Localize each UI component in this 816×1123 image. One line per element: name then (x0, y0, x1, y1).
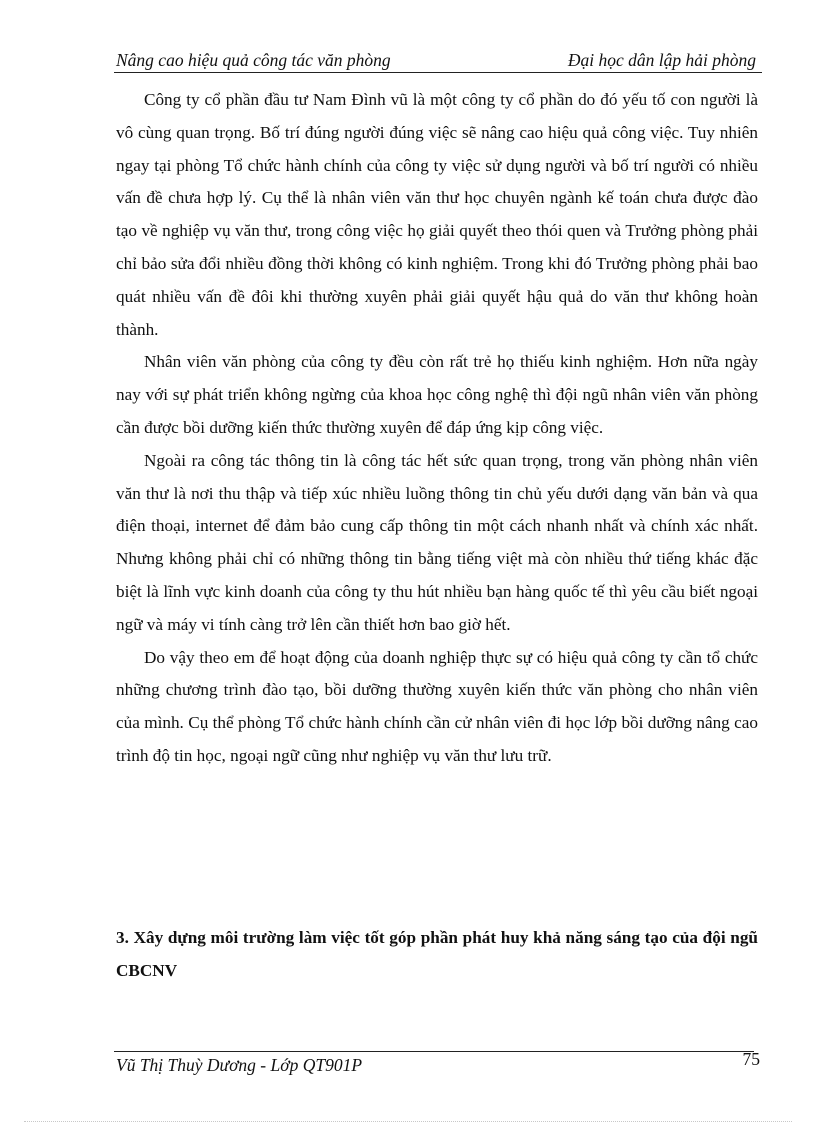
body-paragraph: Nhân viên văn phòng của công ty đều còn rất trẻ họ thiếu kinh nghiệm. Hơn nữa ngày nay với sự phát triển không ngừng của khoa học công nghệ thì đội ngũ nhân viên văn phòng cần được bồi dưỡng kiến thức thường xuyên để đáp ứng kịp công việc. (116, 352, 758, 437)
body-paragraph: Do vậy theo em để hoạt động của doanh nghiệp thực sự có hiệu quả công ty cần tổ chức những chương trình đào tạo, bồi dưỡng thường xuyên kiến thức văn phòng cho nhân viên của mình. Cụ thể phòng Tổ chức hành chính cần cử nhân viên đi học lớp bồi dưỡng nâng cao trình độ tin học, ngoại ngữ cũng như nghiệp vụ văn thư lưu trữ. (116, 647, 758, 765)
page-body (116, 84, 758, 773)
section-heading: 3. Xây dựng môi trường làm việc tốt góp phần phát huy khả năng sáng tạo của đội ngũ CBCNV (116, 928, 758, 980)
page-header (114, 46, 762, 73)
header-document-title: Nâng cao hiệu quả công tác văn phòng (116, 50, 391, 70)
page-edge-divider (24, 1121, 792, 1122)
body-paragraph: Công ty cổ phần đầu tư Nam Đình vũ là một công ty cổ phần do đó yếu tố con người là vô cùng quan trọng. Bố trí đúng người đúng việc sẽ nâng cao hiệu quả công việc. Tuy nhiên ngay tại phòng Tổ chức hành chính của công ty việc sử dụng người và bố trí người có nhiều vấn đề chưa hợp lý. Cụ thể là nhân viên văn thư học chuyên ngành kế toán chưa được đào tạo về nghiệp vụ văn thư, trong công việc họ giải quyết theo thói quen và Trưởng phòng phải chỉ bảo sửa đổi nhiều đồng thời không có kinh nghiệm. Trong khi đó Trưởng phòng phải bao quát nhiều vấn đề đôi khi thường xuyên phải giải quyết hậu quả do văn thư không hoàn thành. (116, 90, 758, 339)
body-paragraph: Ngoài ra công tác thông tin là công tác hết sức quan trọng, trong văn phòng nhân viên văn thư là nơi thu thập và tiếp xúc nhiều luồng thông tin chủ yếu dưới dạng văn bản và qua điện thoại, internet để đảm bảo cung cấp thông tin một cách nhanh nhất và chính xác nhất. Nhưng không phải chỉ có những thông tin bằng tiếng việt mà còn nhiều thứ tiếng khác đặc biệt là lĩnh vực kinh doanh của công ty thu hút nhiều bạn hàng quốc tế thì yêu cầu biết ngoại ngữ và máy vi tính càng trở lên cần thiết hơn bao giờ hết. (116, 450, 758, 634)
page-number: 75 (742, 1049, 760, 1069)
header-institution: Đại học dân lập hải phòng (567, 50, 756, 70)
footer-author: Vũ Thị Thuỳ Dương - Lớp QT901P (116, 1055, 363, 1075)
footer-divider (114, 1051, 754, 1052)
